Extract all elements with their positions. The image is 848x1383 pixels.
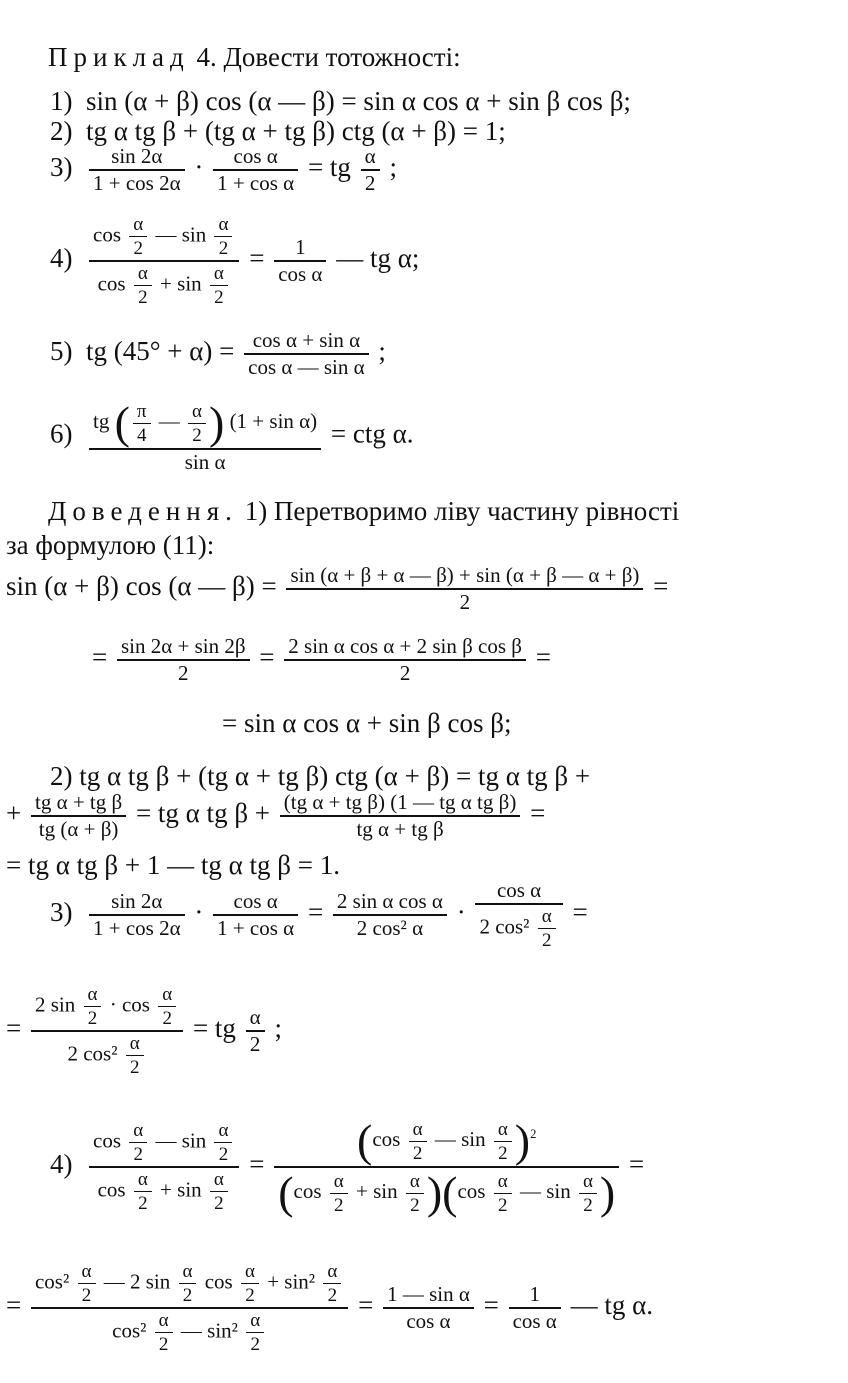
fraction: $\frac{\text{cos α + sin α}}{\text{cos α — sin α}}$ — [244, 330, 369, 378]
fraction: tg ( $\frac{\pi}{4}$ — $\frac{\alpha}{2}$ ) (1 + sin α) sin α — [89, 400, 321, 473]
example-task: 4. Довести тотожності: — [196, 42, 461, 72]
identity-expression: sin (α + β) cos (α — β) = sin α cos α + sin β cos β; — [86, 86, 631, 116]
identity-1 — [50, 88, 631, 115]
identity-5: 5) tg (45° + α) = $\frac{\text{cos α + sin α}}{\text{cos α — sin α}}$ ; — [50, 328, 386, 379]
identity-3: 3) $\frac{\sin 2\alpha}{1 + \cos 2\alpha}$ · $\frac{\text{cos α}}{\text{1 + cos α}}$ = tg $\frac{\alpha}{2}$ ; — [50, 144, 397, 195]
fraction: cos $\frac{\alpha}{2}$ — sin $\frac{\alpha}{2}$ cos $\frac{\alpha}{2}$ + sin $\frac{\alpha}{2}$ — [89, 215, 239, 307]
example-heading — [48, 44, 461, 71]
fraction: $\frac{\text{cos α}}{\text{1 + cos α}}$ — [213, 146, 298, 194]
proof-3-line-1: 3) $\frac{\sin 2\alpha}{1 + \cos 2\alpha}$ · $\frac{\text{cos α}}{\text{1 + cos α}}$ = $\frac{\text{2 sin α cos α}}{\text{2 cos² α}}$ · cos α 2 cos² $\frac{\alpha}{2}$ = — [50, 878, 588, 951]
item-number: 4) — [50, 243, 73, 274]
proof-4-line-1: 4) cos $\frac{\alpha}{2}$ — sin $\frac{\alpha}{2}$ cos $\frac{\alpha}{2}$ + sin $\frac{\alpha}{2}$ = (cos $\frac{\alpha}{2}$ — sin $\frac{\alpha}{2}$ )$^2$ (cos $\frac{\alpha}{2}$ + sin $\frac{\alpha}{2}$ )(cos $\frac{\alpha}{2}$ — sin $\frac{\alpha}{2}$ ) = — [50, 1115, 645, 1218]
proof-word: Доведення. — [48, 496, 238, 526]
proof-1-line-2: = $\frac{\sin 2\alpha + \sin 2\beta}{2}$ = $\frac{\text{2 sin α cos α + 2 sin β cos β}}{2}$ = — [92, 634, 551, 685]
item-number: 3) — [50, 152, 73, 183]
item-number: 6) — [50, 418, 73, 449]
proof-3-line-2: = 2 sin $\frac{\alpha}{2}$ · cos $\frac{\alpha}{2}$ 2 cos² $\frac{\alpha}{2}$ = tg $\frac{\alpha}{2}$ ; — [6, 984, 282, 1078]
proof-2-line-1: 2) tg α tg β + (tg α + tg β) ctg (α + β) = tg α tg β + — [50, 761, 591, 791]
proof-2-line-3: = tg α tg β + 1 — tg α tg β = 1. — [6, 850, 340, 880]
fraction: $\frac{1}{\text{cos α}}$ — [274, 237, 326, 285]
fraction: $\frac{\sin 2\alpha}{1 + \cos 2\alpha}$ — [89, 146, 185, 194]
proof-1-line-3: = sin α cos α + sin β cos β; — [222, 708, 512, 738]
item-number: 5) — [50, 336, 73, 367]
proof-text: 1) Перетворимо ліву частину рівності — [244, 496, 680, 526]
example-word: Приклад — [48, 42, 190, 72]
proof-heading — [48, 498, 679, 525]
proof-text-2: за формулою (11): — [6, 530, 215, 560]
identity-6: 6) tg ( $\frac{\pi}{4}$ — $\frac{\alpha}{2}$ ) (1 + sin α) sin α = ctg α. — [50, 397, 414, 474]
identity-2 — [50, 118, 506, 145]
fraction: $\frac{\alpha}{2}$ — [361, 146, 380, 194]
fraction: $\frac{\sin (\alpha + \beta + \alpha — \beta) + \sin (\alpha + \beta — \alpha + \beta)}{2}$ — [286, 565, 643, 613]
item-number: 1) — [50, 86, 73, 116]
proof-1-line-1: sin (α + β) cos (α — β) = $\frac{\sin (\alpha + \beta + \alpha — \beta) + \sin (\alpha + \beta — \alpha + \beta)}{2}$ = — [6, 563, 669, 614]
identity-expression: tg α tg β + (tg α + tg β) ctg (α + β) = 1; — [86, 116, 506, 146]
item-number: 2) — [50, 116, 73, 146]
proof-4-line-2: = cos² $\frac{\alpha}{2}$ — 2 sin $\frac{\alpha}{2}$ cos $\frac{\alpha}{2}$ + sin² $\frac{\alpha}{2}$ cos² $\frac{\alpha}{2}$ — sin² $\frac{\alpha}{2}$ = $\frac{\text{1 — sin α}}{\text{cos α}}$ = $\frac{1}{\text{cos α}}$ — tg α. — [6, 1261, 653, 1355]
proof-2-line-2: + $\frac{\text{tg α + tg β}}{tg (\alpha + \beta)}$ = tg α tg β + $\frac{\text{(tg α + tg β) (1 — tg α tg β)}}{\text{tg α + tg β}}$ = — [6, 790, 546, 841]
identity-4: 4) cos $\frac{\alpha}{2}$ — sin $\frac{\alpha}{2}$ cos $\frac{\alpha}{2}$ + sin $\frac{\alpha}{2}$ = $\frac{1}{\text{cos α}}$ — tg α; — [50, 214, 420, 308]
